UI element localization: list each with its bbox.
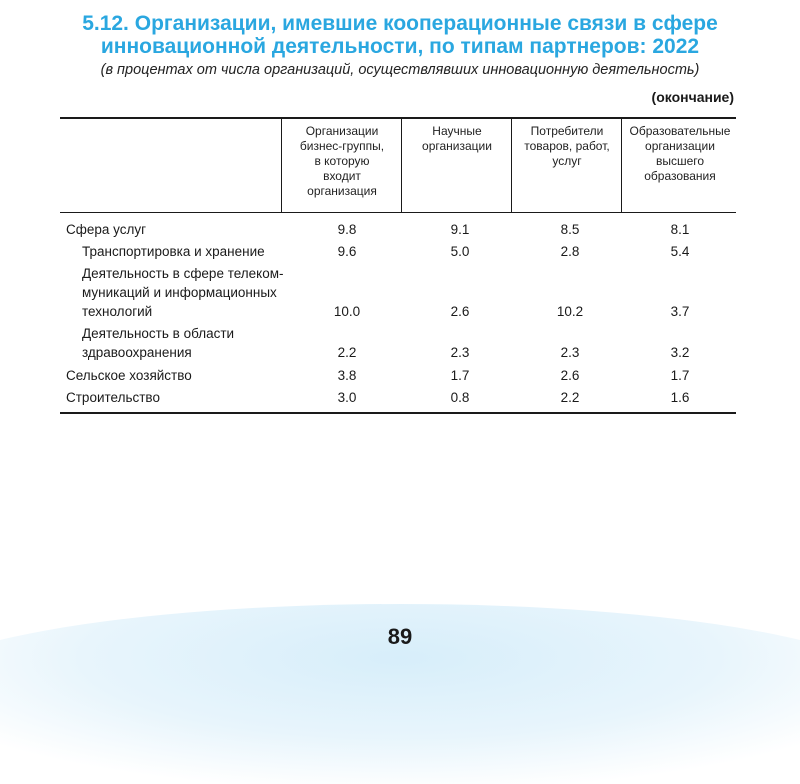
table-cell: 2.2: [337, 345, 357, 360]
table-subtitle: (в процентах от числа организаций, осуществлявших инновационную деятельность): [100, 62, 700, 78]
column-divider: [401, 119, 402, 212]
continuation-note: (окончание): [651, 89, 734, 105]
table-cell: 3.7: [670, 304, 690, 319]
table-cell: 3.2: [670, 345, 690, 360]
column-divider: [511, 119, 512, 212]
table-cell: 10.2: [556, 304, 584, 319]
table-cell: 2.2: [560, 390, 580, 405]
table-cell: 1.7: [670, 368, 690, 383]
row-label-agriculture: Сельское хозяйство: [66, 368, 192, 383]
table-cell: 2.6: [450, 304, 470, 319]
column-divider: [281, 119, 282, 212]
table-cell: 0.8: [450, 390, 470, 405]
table-top-rule: [60, 117, 736, 119]
table-cell: 2.6: [560, 368, 580, 383]
row-label-telecom-it: Деятельность в сфере телеком- муникаций и информационных технологий: [82, 266, 284, 319]
table-cell: 1.6: [670, 390, 690, 405]
title-line-2: инновационной деятельности, по типам партнеров: 2022: [100, 35, 700, 58]
table-header-rule: [60, 212, 736, 213]
column-header-higher-education: Образовательные организации высшего образования: [629, 124, 731, 183]
row-label-healthcare: Деятельность в области здравоохранения: [82, 326, 235, 360]
table-cell: 3.0: [337, 390, 357, 405]
table-cell: 5.0: [450, 244, 470, 259]
column-header-business-group: Организации бизнес-группы, в которую входит организация: [299, 124, 385, 198]
table-cell: 10.0: [333, 304, 361, 319]
table-cell: 8.1: [670, 222, 690, 237]
table-cell: 9.1: [450, 222, 470, 237]
row-label-transport: Транспортировка и хранение: [82, 244, 265, 259]
title-line-1: 5.12. Организации, имевшие кооперационные связи в сфере: [82, 12, 718, 35]
table-cell: 2.3: [450, 345, 470, 360]
column-header-consumers: Потребители товаров, работ, услуг: [524, 124, 610, 168]
table-cell: 9.6: [337, 244, 357, 259]
row-label-services: Сфера услуг: [66, 222, 147, 237]
page-number: 89: [387, 624, 413, 649]
table-cell: 3.8: [337, 368, 357, 383]
table-cell: 8.5: [560, 222, 580, 237]
table-cell: 1.7: [450, 368, 470, 383]
page-title: [0, 12, 800, 58]
table-cell: 2.8: [560, 244, 580, 259]
column-header-scientific: Научные организации: [422, 124, 492, 153]
row-label-construction: Строительство: [66, 390, 160, 405]
table-bottom-rule: [60, 412, 736, 414]
table-cell: 2.3: [560, 345, 580, 360]
table-cell: 9.8: [337, 222, 357, 237]
table-cell: 5.4: [670, 244, 690, 259]
